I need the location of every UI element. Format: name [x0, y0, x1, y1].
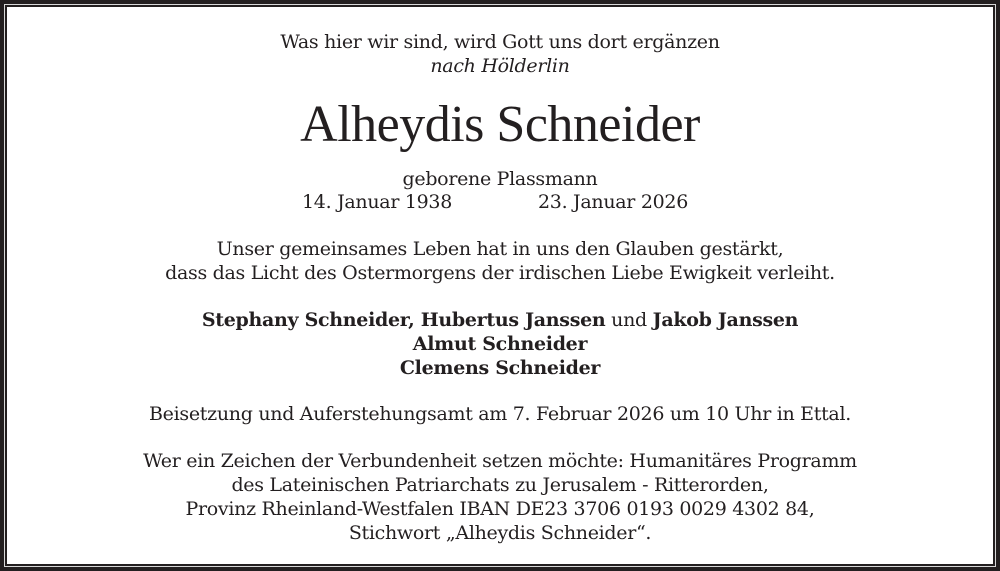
frame-inner-line — [5, 5, 995, 566]
frame-gap — [4, 4, 996, 567]
death-date: 23. Januar 2026 — [538, 191, 688, 213]
donation-iban-line: Provinz Rheinland-Westfalen IBAN DE23 3706 0193 0029 4302 84, — [185, 498, 815, 520]
verse-line: Unser gemeinsames Leben hat in uns den Glauben gestärkt, — [216, 238, 784, 260]
birth-date: 14. Januar 1938 — [302, 191, 452, 213]
mourner-name: Jakob Janssen — [652, 309, 799, 331]
verse-line: dass das Licht des Ostermorgens der irdischen Liebe Ewigkeit verleiht. — [165, 262, 835, 284]
mourner-names: Stephany Schneider, Hubertus Janssen — [201, 309, 606, 331]
funeral-notice: Beisetzung und Auferstehungsamt am 7. Februar 2026 um 10 Uhr in Ettal. — [149, 403, 851, 425]
deceased-name: Alheydis Schneider — [300, 96, 700, 153]
birth-name: geborene Plassmann — [402, 168, 598, 190]
mourner-conjunction: und — [605, 309, 653, 331]
mourners-line: Almut Schneider — [412, 333, 588, 355]
motto-quote: Was hier wir sind, wird Gott uns dort ergänzen — [280, 31, 720, 53]
donation-line: des Lateinischen Patriarchats zu Jerusalem - Ritterorden, — [231, 474, 769, 496]
obituary-notice — [7, 7, 993, 564]
mourners-line: Clemens Schneider — [399, 357, 601, 379]
life-dates — [7, 193, 993, 212]
donation-line: Wer ein Zeichen der Verbundenheit setzen möchte: Humanitäres Programm — [143, 450, 857, 472]
mourners-line — [7, 311, 993, 330]
donation-keyword-line: Stichwort „Alheydis Schneider“. — [348, 522, 652, 544]
motto-source: nach Hölderlin — [430, 55, 570, 77]
